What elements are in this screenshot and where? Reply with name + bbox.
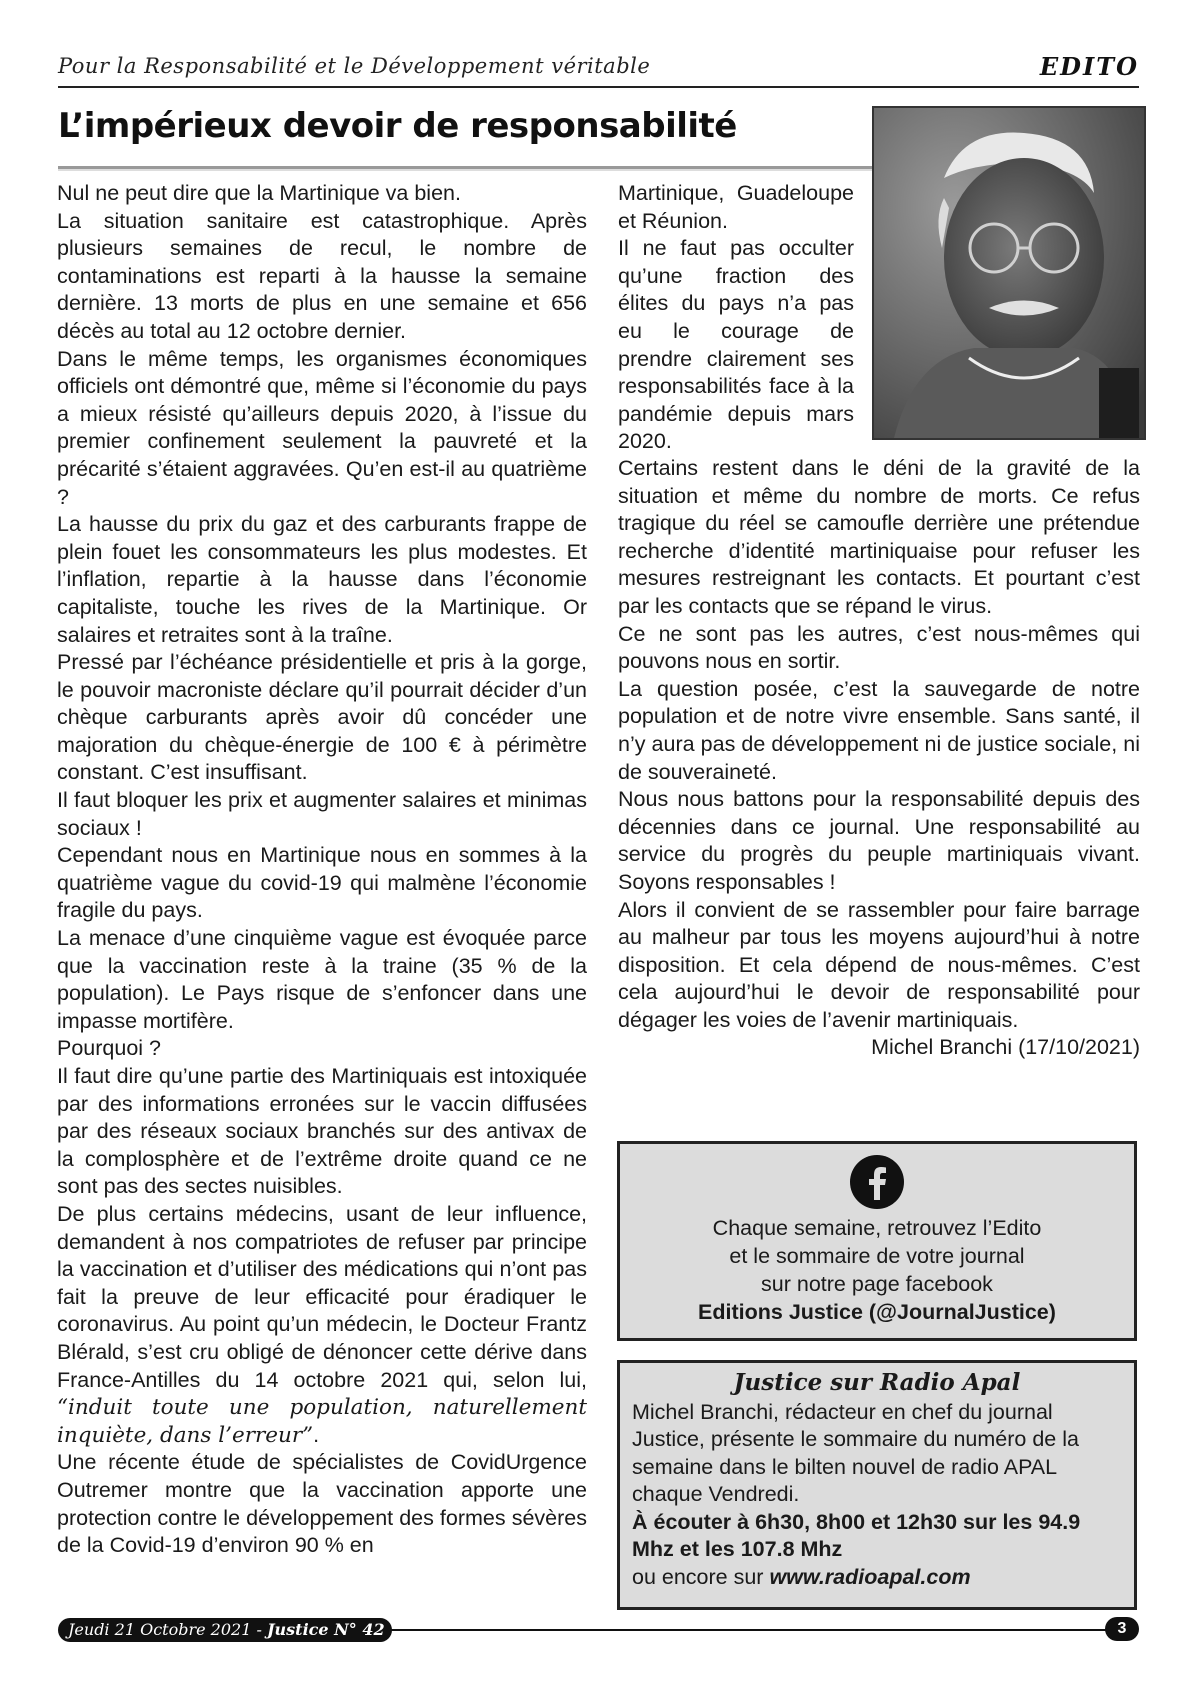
article-paragraph: Dans le même temps, les organismes économiques officiels ont démontré que, même si l’économie du pays a mieux résisté qu’ailleurs depuis 2020, à l’issue du premier confinement seulement la pauvreté et la précarité s’étaient aggravées. Qu’en est-il au quatrième ? — [57, 346, 587, 509]
facebook-page-link[interactable]: Editions Justice (@JournalJustice) — [698, 1300, 1056, 1324]
article-column-right-bottom — [618, 455, 1140, 1062]
radio-alt-line — [632, 1564, 1122, 1592]
header-divider — [58, 86, 1139, 88]
footer-divider — [390, 1629, 1107, 1631]
article-paragraph: Alors il convient de se rassembler pour faire barrage au malheur par tous les moyens aujourd’hui à notre disposition. Et cela dépend de nous-mêmes. C’est cela aujourd’hui le devoir de responsabilité pour dégager les voies de l’avenir martiniquais. — [618, 897, 1140, 1032]
paragraph-text: . — [313, 1422, 320, 1447]
article-paragraph: La hausse du prix du gaz et des carburants frappe de plein fouet les consommateurs les plus modestes. Et l’inflation, repartie à la hausse dans l’économie capitaliste, touche les rives de la Martinique. Or salaires et retraites sont à la traîne. — [57, 512, 587, 647]
article-paragraph: Pressé par l’échéance présidentielle et pris à la gorge, le pouvoir macroniste déclare qu’il pourrait décider d’un chèque carburants après avoir dû concéder une majoration du chèque-énergie de 100 € à périmètre constant. C’est insuffisant. — [57, 650, 587, 785]
facebook-text-line: Chaque semaine, retrouvez l’Edito — [712, 1216, 1042, 1240]
page-number: 3 — [1105, 1617, 1139, 1641]
article-paragraph: Ce ne sont pas les autres, c’est nous-mêmes qui pouvons nous en sortir. — [618, 621, 1140, 674]
facebook-icon[interactable] — [849, 1154, 905, 1210]
article-paragraph: Martinique, Guadeloupe et Réunion. — [618, 181, 854, 233]
article-paragraph: Il ne faut pas occulter qu’une fraction des élites du pays n’a pas eu le courage de prendre clairement ses responsabilités face à la pandémie depuis mars 2020. — [618, 236, 854, 454]
article-paragraph-doctors — [57, 1201, 587, 1449]
radio-schedule: À écouter à 6h30, 8h00 et 12h30 sur les 94.9 Mhz et les 107.8 Mhz — [632, 1509, 1081, 1561]
footer-issue-label — [58, 1618, 392, 1642]
header-motto: Pour la Responsabilité et le Développement véritable — [58, 54, 651, 78]
article-paragraph: La menace d’une cinquième vague est évoquée parce que la vaccination reste à la traine (35 % de la population). Le Pays risque de s’enfoncer dans une impasse mortifère. — [57, 926, 587, 1033]
article-title: L’impérieux devoir de responsabilité — [58, 106, 737, 146]
title-divider — [58, 166, 878, 171]
article-paragraph: La question posée, c’est la sauvegarde de notre population et de notre vivre ensemble. Sans santé, il n’y aura pas de développement ni de justice sociale, ni de souveraineté. — [618, 676, 1140, 784]
article-paragraph: Certains restent dans le déni de la gravité de la situation et même du nombre de morts. Ce refus tragique du réel se camoufle derrière une prétendue recherche d’identité martiniquaise pour refuser les mesures restreignant les contacts. Et pourtant c’est par les contacts que se répand le virus. — [618, 456, 1140, 618]
section-label: EDITO — [1039, 52, 1139, 81]
article-paragraph: Pourquoi ? — [57, 1036, 161, 1061]
footer-date: Jeudi 21 Octobre 2021 - — [68, 1620, 267, 1639]
author-signature: Michel Branchi (17/10/2021) — [871, 1035, 1140, 1060]
article-paragraph: Il faut bloquer les prix et augmenter salaires et minimas sociaux ! — [57, 788, 587, 840]
radio-alt-prefix: ou encore sur — [632, 1564, 770, 1589]
facebook-text-line: sur notre page facebook — [761, 1272, 993, 1296]
facebook-promo-box — [617, 1141, 1137, 1341]
article-paragraph: Nous nous battons pour la responsabilité depuis des décennies dans ce journal. Une responsabilité au service du progrès du peuple martiniquais vivant. Soyons responsables ! — [618, 787, 1140, 894]
radio-promo-box — [617, 1360, 1137, 1610]
article-column-right-top — [618, 180, 854, 456]
author-portrait — [872, 106, 1146, 440]
article-paragraph: La situation sanitaire est catastrophique. Après plusieurs semaines de recul, le nombre de contaminations est reparti à la hausse la semaine dernière. 13 morts de plus en une semaine et 656 décès au total au 12 octobre dernier. — [57, 208, 587, 343]
doctor-quote: “induit toute une population, naturellement inquiète, dans l’erreur” — [57, 1395, 587, 1448]
article-paragraph: Il faut dire qu’une partie des Martiniquais est intoxiquée par des informations erronées sur le vaccin diffusées par des réseaux sociaux branchés sur des antivax de la complosphère et de l’extrême droite quand ce ne sont pas des sectes nuisibles. — [57, 1064, 587, 1199]
radio-box-body: Michel Branchi, rédacteur en chef du journal Justice, présente le sommaire du numéro de la semaine dans le bilten nouvel de radio APAL chaque Vendredi. — [632, 1399, 1079, 1506]
radio-website-link[interactable]: www.radioapal.com — [769, 1564, 971, 1589]
paragraph-text: De plus certains médecins, usant de leur influence, demandent à nos compatriotes de refuser par principe la vaccination et d’utiliser des médications qui n’ont pas fait la preuve de leur efficacité pour éradiquer le coronavirus. Au point qu’un médecin, le Docteur Frantz Blérald, s’est cru obligé de dénoncer cette dérive dans France-Antilles du 14 octobre 2021 qui, selon lui, — [57, 1201, 587, 1392]
article-column-left — [57, 180, 587, 1560]
radio-box-title: Justice sur Radio Apal — [733, 1369, 1021, 1396]
article-paragraph: Cependant nous en Martinique nous en sommes à la quatrième vague du covid-19 qui malmène l’économie fragile du pays. — [57, 843, 587, 923]
facebook-text-line: et le sommaire de votre journal — [729, 1244, 1025, 1268]
portrait-image — [874, 108, 1144, 438]
article-paragraph: Nul ne peut dire que la Martinique va bien. — [57, 181, 461, 205]
article-paragraph: Une récente étude de spécialistes de CovidUrgence Outremer montre que la vaccination apporte une protection contre le développement des formes sévères de la Covid-19 d’environ 90 % en — [57, 1450, 587, 1558]
footer-issue: Justice N° 42 — [266, 1620, 385, 1639]
